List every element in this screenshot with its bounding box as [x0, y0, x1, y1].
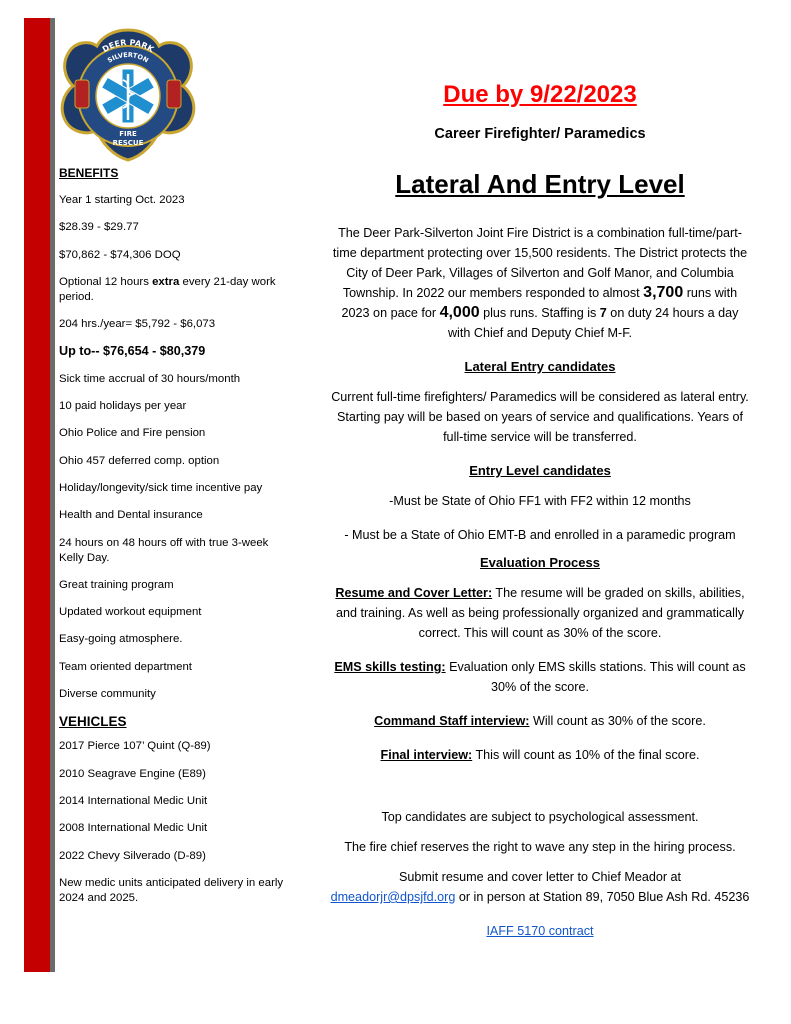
- waive-note: The fire chief reserves the right to wave any step in the hiring process.: [344, 840, 736, 854]
- benefit-item: 24 hours on 48 hours off with true 3-week Kelly Day.: [59, 536, 269, 564]
- email-link[interactable]: dmeadorjr@dpsjfd.org: [330, 890, 456, 904]
- entry-heading: Entry Level candidates: [469, 463, 611, 478]
- fire-rescue-badge-icon: [57, 28, 199, 164]
- vehicles-heading: VEHICLES: [59, 714, 127, 730]
- resume-text: The resume will be graded on skills, abilities, and training. As well as being professionally organized and grammatically correct. This will count as 30% of the score.: [335, 586, 745, 640]
- vehicle-item: 2010 Seagrave Engine (E89): [59, 767, 206, 780]
- benefit-item: Great training program: [59, 578, 174, 591]
- logo-text-bottom-2: RESCUE: [112, 139, 144, 147]
- vehicle-item: 2014 International Medic Unit: [59, 794, 208, 807]
- benefit-item: 10 paid holidays per year: [59, 400, 187, 413]
- intro-text-1: The Deer Park-Silverton Joint Fire District is a combination full-time/part-time department protecting over 15,500 residents. The District protects the City of Deer Park, Villages of Silverton and Golf Manor, and Columbia Township. In 2022 our members responded to almost: [332, 226, 748, 300]
- benefit-item-optional-hours: [59, 275, 294, 305]
- benefit-item: Updated workout equipment: [59, 606, 202, 619]
- final-criteria: [330, 745, 750, 765]
- logo-text-bottom-1: FIRE: [119, 130, 137, 138]
- runs-2022-number: 3,700: [643, 284, 684, 301]
- vehicle-item: 2017 Pierce 107’ Quint (Q-89): [59, 740, 211, 753]
- command-text: Will count as 30% of the score.: [529, 714, 706, 728]
- main-content: [330, 80, 750, 955]
- final-text: This will count as 10% of the final score.: [472, 748, 700, 762]
- benefit-item-total-pay: Up to-- $76,654 - $80,379: [59, 344, 206, 359]
- sidebar: [59, 166, 294, 918]
- intro-paragraph: [330, 223, 750, 343]
- contract-link[interactable]: IAFF 5170 contract: [486, 924, 594, 938]
- optional-post: every 21-day work period.: [59, 275, 276, 303]
- benefits-heading: BENEFITS: [59, 166, 119, 180]
- benefit-item: Easy-going atmosphere.: [59, 633, 183, 646]
- vehicle-item: 2008 International Medic Unit: [59, 822, 208, 835]
- intro-text-2: runs with 2023 on pace for: [341, 286, 738, 320]
- left-red-bar: [24, 18, 50, 972]
- optional-bold: extra: [152, 275, 180, 288]
- left-bar-shadow: [50, 18, 55, 972]
- spacer: [330, 779, 750, 807]
- benefit-item: $28.39 - $29.77: [59, 221, 139, 234]
- resume-criteria: [330, 583, 750, 643]
- evaluation-heading: Evaluation Process: [480, 555, 600, 570]
- command-label: Command Staff interview:: [374, 714, 530, 728]
- due-date: Due by 9/22/2023: [443, 81, 637, 108]
- entry-requirement: -Must be State of Ohio FF1 with FF2 within 12 months: [389, 494, 691, 508]
- ems-label: EMS skills testing:: [334, 660, 446, 674]
- runs-2023-number: 4,000: [439, 304, 480, 321]
- logo-text-top-2: SILVERTON: [106, 50, 150, 65]
- staffing-number: 7: [599, 306, 607, 320]
- benefit-item: Team oriented department: [59, 660, 192, 673]
- lateral-text: Current full-time firefighters/ Paramedics will be considered as lateral entry. Starting pay will be based on years of service and qualifications. Years of full-time service will be transferred.: [331, 390, 749, 444]
- resume-label: Resume and Cover Letter:: [335, 586, 493, 600]
- benefit-item: Holiday/longevity/sick time incentive pay: [59, 481, 263, 494]
- intro-text-4: on duty 24 hours a day with Chief and Deputy Chief M-F.: [447, 306, 739, 340]
- vehicle-item: New medic units anticipated delivery in early 2024 and 2025.: [59, 876, 284, 904]
- final-label: Final interview:: [380, 748, 473, 762]
- page-title: Lateral And Entry Level: [395, 169, 685, 199]
- submit-text-1: Submit resume and cover letter to Chief Meador at: [398, 870, 682, 884]
- benefit-item: Diverse community: [59, 688, 156, 701]
- benefit-item: Ohio 457 deferred comp. option: [59, 454, 220, 467]
- benefit-item: Ohio Police and Fire pension: [59, 427, 206, 440]
- job-subtitle: Career Firefighter/ Paramedics: [434, 126, 646, 142]
- entry-requirement: - Must be a State of Ohio EMT-B and enrolled in a paramedic program: [344, 528, 736, 542]
- command-criteria: [330, 711, 750, 731]
- ems-criteria: [330, 657, 750, 697]
- ems-text: Evaluation only EMS skills stations. This will count as 30% of the score.: [445, 660, 746, 694]
- logo-text-top-1: DEER PARK: [100, 37, 156, 55]
- intro-text-3: plus runs. Staffing is: [479, 306, 600, 320]
- lateral-heading: Lateral Entry candidates: [464, 359, 616, 374]
- benefit-item: 204 hrs./year= $5,792 - $6,073: [59, 318, 216, 331]
- vehicle-item: 2022 Chevy Silverado (D-89): [59, 849, 206, 862]
- psych-note: Top candidates are subject to psychological assessment.: [381, 810, 699, 824]
- submit-text-2: or in person at Station 89, 7050 Blue Ash Rd. 45236: [455, 890, 750, 904]
- contract-link-row: [330, 921, 750, 941]
- benefit-item: $70,862 - $74,306 DOQ: [59, 248, 181, 261]
- optional-pre: Optional 12 hours: [59, 275, 153, 288]
- benefit-item: Sick time accrual of 30 hours/month: [59, 372, 241, 385]
- submit-instructions: [330, 867, 750, 907]
- benefit-item: Health and Dental insurance: [59, 509, 203, 522]
- benefit-item: Year 1 starting Oct. 2023: [59, 194, 185, 206]
